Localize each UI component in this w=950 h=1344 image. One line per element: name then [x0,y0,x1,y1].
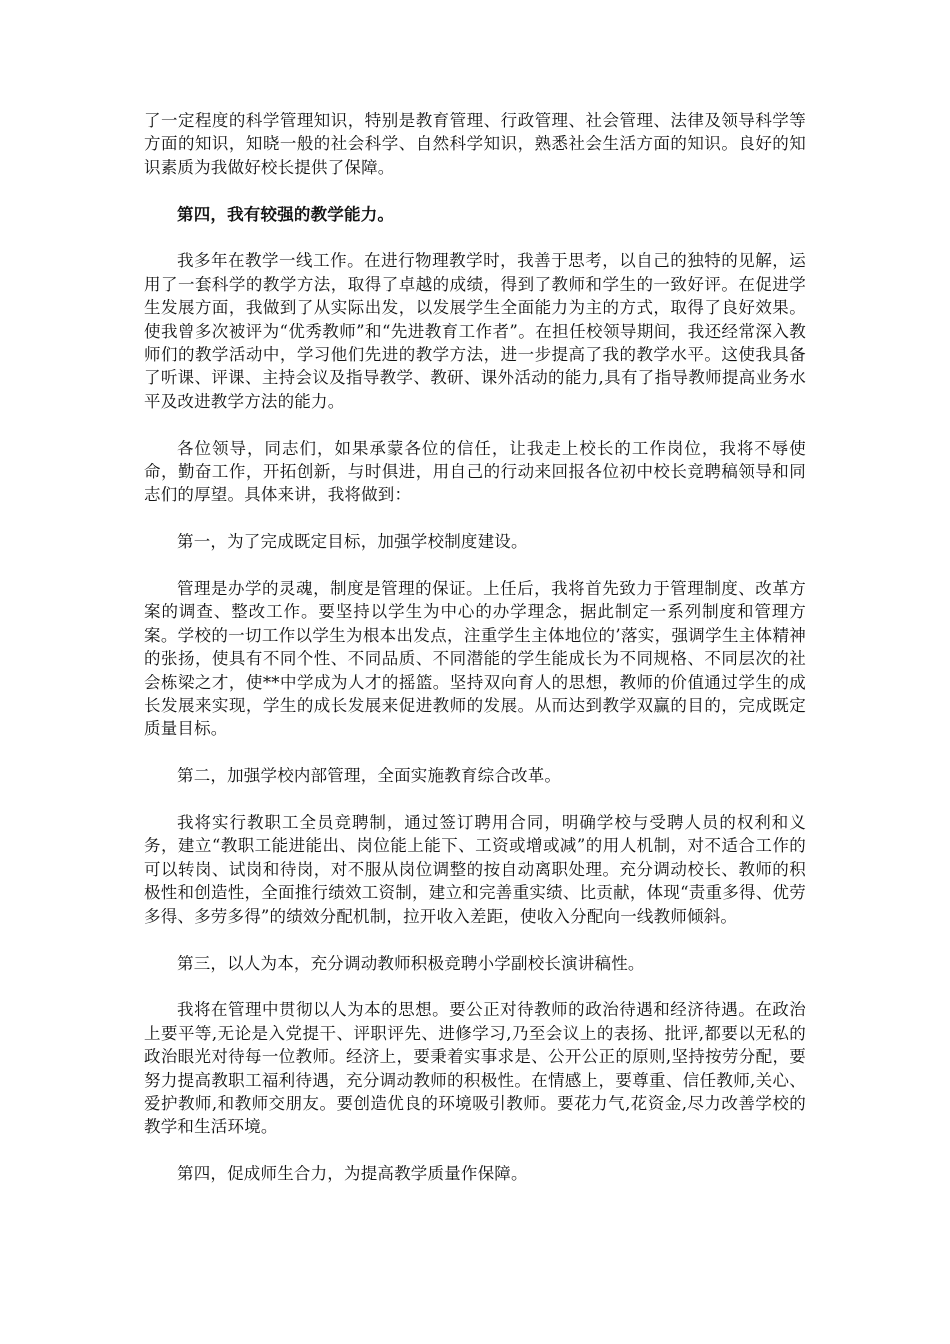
paragraph: 第一，为了完成既定目标，加强学校制度建设。 [177,532,528,552]
paragraph: 第三，以人为本，充分调动教师积极竞聘小学副校长演讲稿性。 [177,953,645,973]
paragraph-continuation: 了一定程度的科学管理知识，特别是教育管理、行政管理、社会管理、法律及领导科学等方面的知识，知晓一般的社会科学、自然科学知识，熟悉社会生活方面的知识。良好的知识素质为我做好校长提供了保障。 [144,111,806,177]
paragraph: 我将在管理中贯彻以人为本的思想。要公正对待教师的政治待遇和经济待遇。在政治上要平等,无论是入党提干、评职评先、进修学习,乃至会议上的表扬、批评,都要以无私的政治眼光对待每一位教师。经济上，要秉着实事求是、公开公正的原则,坚持按劳分配，要努力提高教职工福利待遇，充分调动教师的积极性。在情感上，要尊重、信任教师,关心、爱护教师,和教师交朋友。要创造优良的环境吸引教师。要花力气,花资金,尽力改善学校的教学和生活环境。 [144,1000,806,1137]
paragraph: 第二，加强学校内部管理，全面实施教育综合改革。 [177,766,562,786]
paragraph: 管理是办学的灵魂，制度是管理的保证。上任后，我将首先致力于管理制度、改革方案的调查、整改工作。要坚持以学生为中心的办学理念，据此制定一系列制度和管理方案。学校的一切工作以学生为根本出发点，注重学生主体地位的’落实，强调学生主体精神的张扬，使具有不同个性、不同品质、不同潜能的学生能成长为不同规格、不同层次的社会栋梁之才，使**中学成为人才的摇篮。坚持双向育人的思想，教师的价值通过学生的成长发展来实现，学生的成长发展来促进教师的发展。从而达到教学双赢的目的，完成既定质量目标。 [144,579,806,739]
section-heading: 第四，我有较强的教学能力。 [177,204,395,224]
paragraph: 我将实行教职工全员竞聘制，通过签订聘用合同，明确学校与受聘人员的权利和义务，建立“教职工能进能出、岗位能上能下、工资或增或减”的用人机制，对不适合工作的可以转岗、试岗和待岗，对不服从岗位调整的按自动离职处理。充分调动校长、教师的积极性和创造性，全面推行绩效工资制，建立和完善重实绩、比贡献，体现“责重多得、优劳多得、多劳多得”的绩效分配机制，拉开收入差距，使收入分配向一线教师倾斜。 [144,813,806,926]
paragraph: 第四，促成师生合力，为提高教学质量作保障。 [177,1164,528,1184]
paragraph: 我多年在教学一线工作。在进行物理教学时，我善于思考，以自己的独特的见解，运用了一套科学的教学方法，取得了卓越的成绩，得到了教师和学生的一致好评。在促进学生发展方面，我做到了从实际出发，以发展学生全面能力为主的方式，取得了良好效果。使我曾多次被评为“优秀教师”和“先进教育工作者”。在担任校领导期间，我还经常深入教师们的教学活动中，学习他们先进的教学方法，进一步提高了我的教学水平。这使我具备了听课、评课、主持会议及指导教学、教研、课外活动的能力,具有了指导教师提高业务水平及改进教学方法的能力。 [144,251,806,411]
paragraph: 各位领导，同志们，如果承蒙各位的信任，让我走上校长的工作岗位，我将不辱使命，勤奋工作，开拓创新，与时俱进，用自己的行动来回报各位初中校长竞聘稿领导和同志们的厚望。具体来讲，我将做到： [144,438,806,505]
document-page [144,109,806,1209]
